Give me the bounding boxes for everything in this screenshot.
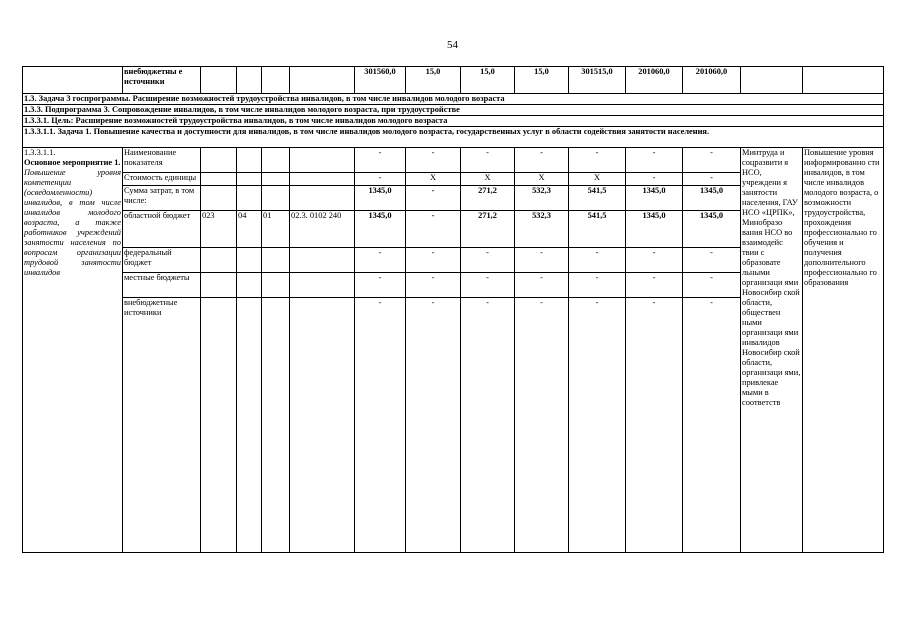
activity-cell	[23, 148, 123, 553]
row-label: Наименование показателя	[123, 148, 201, 173]
row-label: внебюджетны е источники	[123, 67, 201, 94]
value-cell: -	[683, 298, 741, 553]
value-cell: -	[461, 248, 515, 273]
activity-number: 1.3.3.1.1.	[24, 148, 56, 157]
value-cell: -	[515, 298, 569, 553]
value-cell: 15,0	[515, 67, 569, 94]
value-cell: 1345,0	[626, 186, 683, 211]
value-cell: -	[515, 148, 569, 173]
value-cell: 1345,0	[355, 186, 406, 211]
value-cell: -	[683, 173, 741, 186]
expected-result-cell: Повышение уровня информированно сти инвалидов, в том числе инвалидов молодого возраста, о возможности трудоустройства, прохождения профессионально го обучения и получения дополнительного профессионально го образования	[803, 148, 884, 553]
value-cell: -	[461, 148, 515, 173]
value-cell: -	[406, 298, 461, 553]
value-cell: -	[569, 148, 626, 173]
program-table	[22, 66, 884, 553]
value-cell: -	[406, 148, 461, 173]
value-cell: -	[515, 248, 569, 273]
section-header-row	[23, 116, 884, 127]
value-cell: -	[515, 273, 569, 298]
section-header-row	[23, 105, 884, 116]
value-cell: -	[569, 298, 626, 553]
value-cell: 201060,0	[683, 67, 741, 94]
code-cell: 023	[201, 211, 237, 248]
value-cell: X	[515, 173, 569, 186]
code-cell: 04	[237, 211, 262, 248]
value-cell: -	[406, 273, 461, 298]
extra-budget-row	[23, 67, 884, 94]
value-cell: -	[626, 148, 683, 173]
table-row	[23, 148, 884, 173]
value-cell: -	[355, 173, 406, 186]
value-cell: -	[626, 173, 683, 186]
value-cell: -	[355, 248, 406, 273]
section-header-row	[23, 127, 884, 148]
value-cell: 301560,0	[355, 67, 406, 94]
value-cell: -	[683, 273, 741, 298]
value-cell: -	[355, 273, 406, 298]
row-label: местные бюджеты	[123, 273, 201, 298]
value-cell: -	[406, 248, 461, 273]
value-cell: -	[406, 186, 461, 211]
row-label: областной бюджет	[123, 211, 201, 248]
activity-description: Повышение уровня компетенции (осведомленности) инвалидов, в том числе инвалидов молодого возраста, а также работников учреждений занятости населения по вопросам организации трудовой занятости инвалидов	[24, 168, 121, 277]
value-cell: -	[461, 298, 515, 553]
section-header-row	[23, 94, 884, 105]
subprogram-header: 1.3.3. Подпрограмма 3. Сопровождение инвалидов, в том числе инвалидов молодого возраста, при трудоустройстве	[23, 105, 884, 116]
value-cell: X	[569, 173, 626, 186]
value-cell: 201060,0	[626, 67, 683, 94]
row-label: Сумма затрат, в том числе:	[123, 186, 201, 211]
task-header: 1.3. Задача 3 госпрограммы. Расширение возможностей трудоустройства инвалидов, в том числе инвалидов молодого возраста	[23, 94, 884, 105]
value-cell: -	[683, 148, 741, 173]
value-cell: 532,3	[515, 186, 569, 211]
executors-cell: Минтруда и соцразвити я НСО, учреждени я занятости населения, ГАУ НСО «ЦРПК», Минобразо вания НСО во взаимодейс твии с образовате льными организаци ями Новосибир ской области, обществен ными организаци ями инвалидов Новосибир ской области, организаци ями, привлекае мыми в соответств	[741, 148, 803, 553]
value-cell: -	[406, 211, 461, 248]
value-cell: 271,2	[461, 186, 515, 211]
value-cell: 301515,0	[569, 67, 626, 94]
value-cell: -	[461, 273, 515, 298]
value-cell: -	[355, 148, 406, 173]
value-cell: -	[569, 248, 626, 273]
row-label: внебюджетные источники	[123, 298, 201, 553]
value-cell: 1345,0	[626, 211, 683, 248]
value-cell: -	[569, 273, 626, 298]
value-cell: 15,0	[406, 67, 461, 94]
value-cell: 532,3	[515, 211, 569, 248]
activity-title: Основное мероприятие 1.	[24, 158, 121, 167]
value-cell: -	[626, 248, 683, 273]
row-label: Стоимость единицы	[123, 173, 201, 186]
subtask-header: 1.3.3.1.1. Задача 1. Повышение качества и доступности для инвалидов, в том числе инвалидов молодого возраста, государственных услуг в области содействия занятости населения.	[23, 127, 884, 148]
value-cell: 1345,0	[355, 211, 406, 248]
value-cell: -	[355, 298, 406, 553]
goal-header: 1.3.3.1. Цель: Расширение возможностей трудоустройства инвалидов, в том числе инвалидов молодого возраста	[23, 116, 884, 127]
row-label: федеральный бюджет	[123, 248, 201, 273]
value-cell: 541,5	[569, 211, 626, 248]
code-cell: 01	[262, 211, 290, 248]
page-number: 54	[447, 39, 458, 51]
value-cell: -	[683, 248, 741, 273]
value-cell: 1345,0	[683, 186, 741, 211]
value-cell: 1345,0	[683, 211, 741, 248]
value-cell: 15,0	[461, 67, 515, 94]
value-cell: 541,5	[569, 186, 626, 211]
value-cell: X	[406, 173, 461, 186]
value-cell: -	[626, 298, 683, 553]
value-cell: 271,2	[461, 211, 515, 248]
code-cell: 02.3. 0102 240	[290, 211, 355, 248]
value-cell: X	[461, 173, 515, 186]
value-cell: -	[626, 273, 683, 298]
